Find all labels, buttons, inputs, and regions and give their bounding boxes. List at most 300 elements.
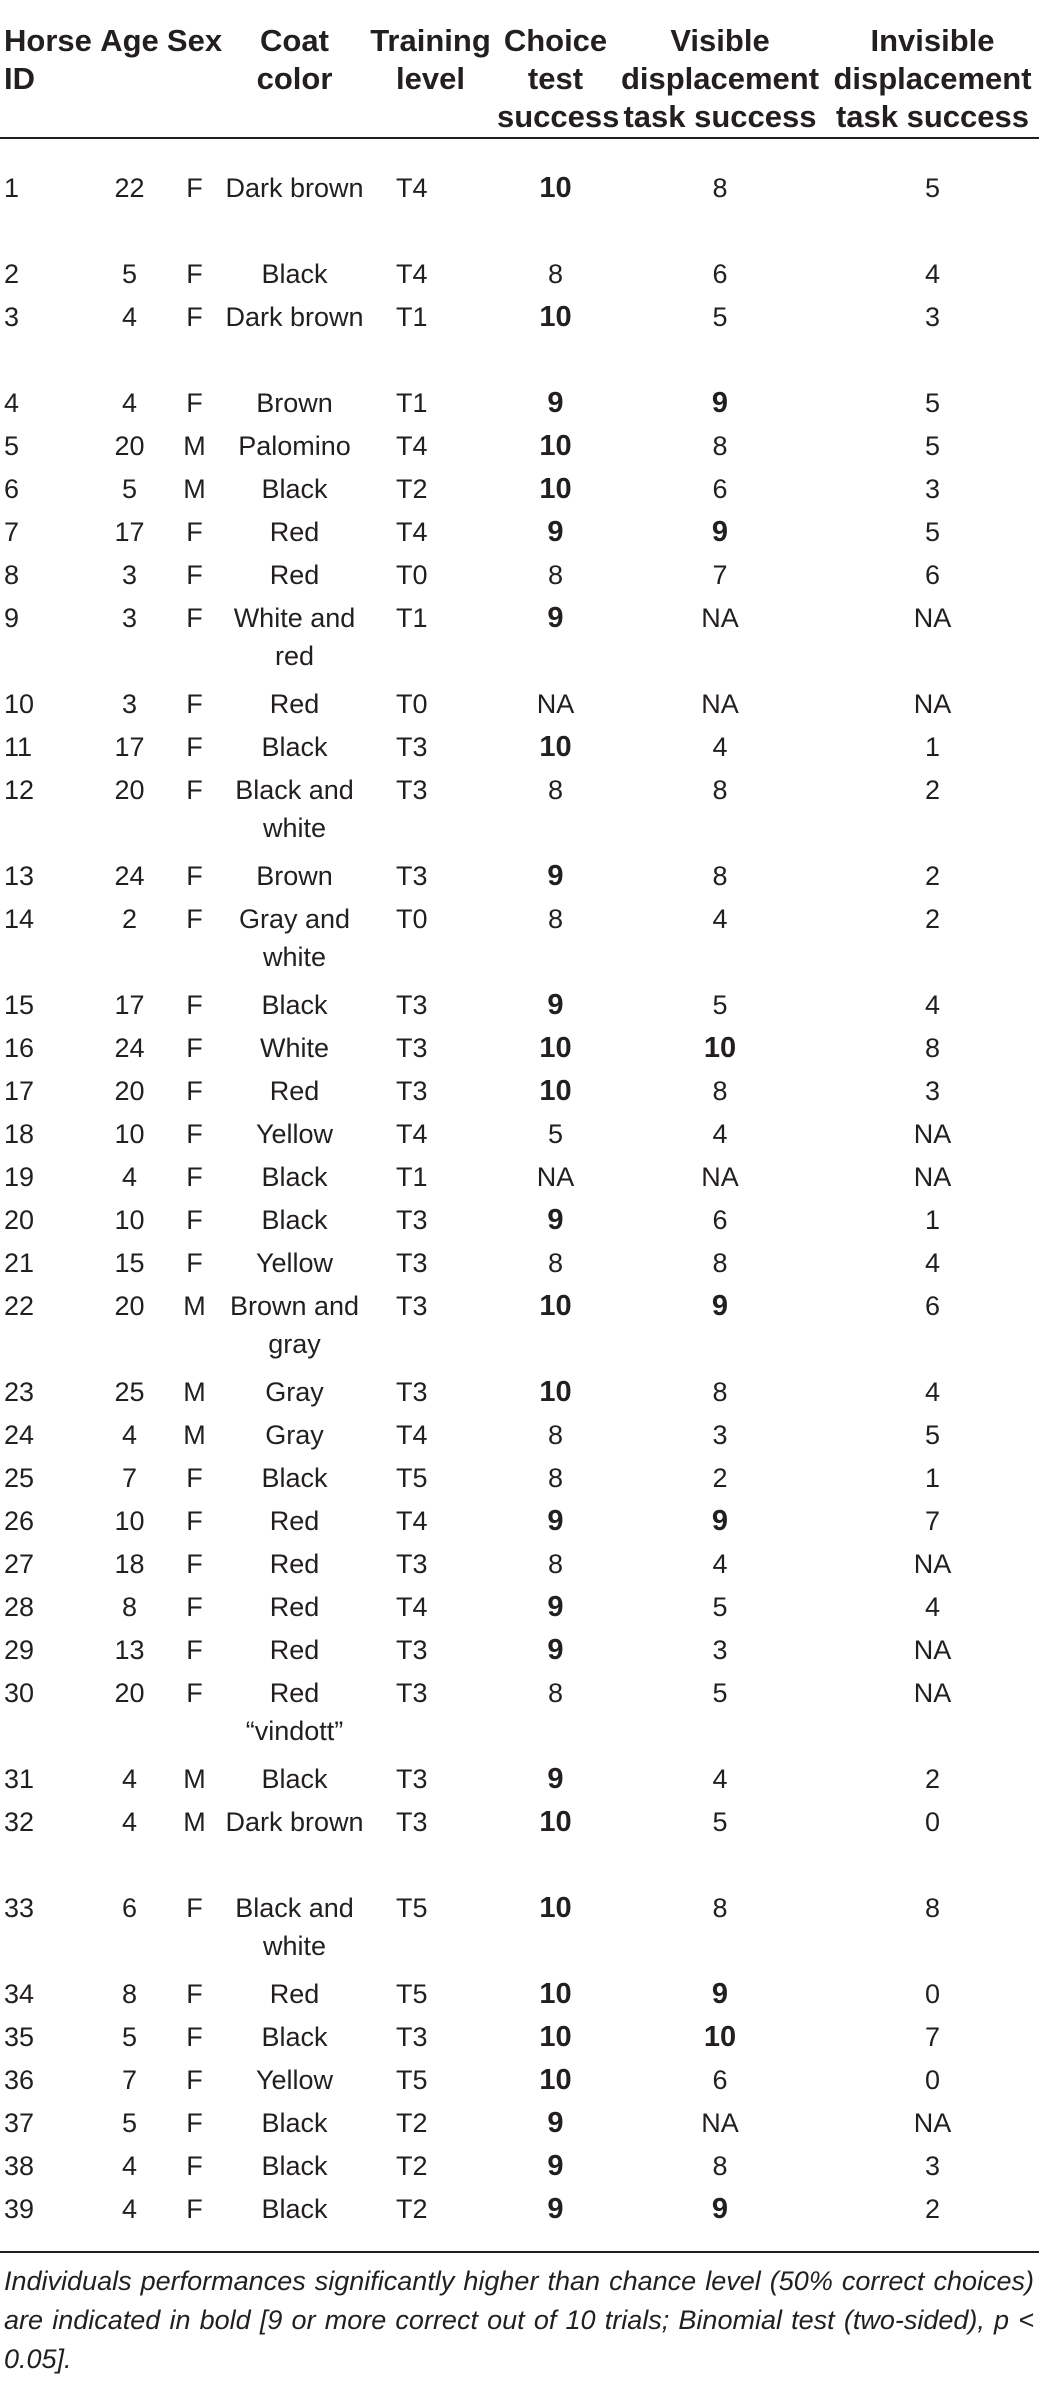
sex-cell: F [186, 1463, 203, 1493]
table-row [0, 1803, 1039, 1889]
horse-id-cell: 8 [4, 560, 20, 590]
coat-color-cell: Gray [265, 1377, 324, 1407]
horse-id-cell: 22 [4, 1291, 35, 1321]
sex-cell: F [186, 732, 203, 762]
sex-cell: F [186, 1592, 203, 1622]
training-level-cell: T4 [396, 1420, 428, 1450]
table-row [0, 513, 1039, 556]
invisible-displacement-cell: 7 [924, 2022, 941, 2052]
choice-test-cell: 8 [547, 775, 564, 805]
table-row [0, 685, 1039, 728]
training-level-cell: T3 [396, 861, 428, 891]
table-row [0, 1244, 1039, 1287]
coat-color-cell: Black [261, 1162, 328, 1192]
coat-color-cell: Black [261, 474, 328, 504]
age-cell: 5 [121, 259, 138, 289]
age-cell: 24 [114, 861, 145, 891]
horse-id-cell: 12 [4, 775, 35, 805]
choice-test-cell: 9 [547, 516, 564, 548]
coat-color-cell: Black [261, 1205, 328, 1235]
coat-color-cell: White and red [233, 603, 356, 671]
visible-displacement-cell: 8 [712, 1248, 728, 1278]
age-cell: 4 [121, 1807, 138, 1837]
training-level-cell: T3 [396, 2022, 428, 2052]
training-level-cell: T1 [396, 1162, 428, 1192]
header-visible-displacement: Visible displacement task success [614, 0, 826, 138]
choice-test-cell: 10 [539, 172, 572, 204]
visible-displacement-cell: 4 [712, 1549, 728, 1579]
age-cell: 4 [121, 1420, 138, 1450]
sex-cell: F [186, 1635, 203, 1665]
coat-color-cell: Red [269, 517, 320, 547]
visible-displacement-cell: 6 [712, 474, 728, 504]
visible-displacement-cell: 4 [712, 1119, 728, 1149]
training-level-cell: T4 [396, 1592, 428, 1622]
sex-cell: F [186, 775, 203, 805]
invisible-displacement-cell: NA [913, 603, 952, 633]
invisible-displacement-cell: 2 [924, 775, 941, 805]
training-level-cell: T3 [396, 732, 428, 762]
table-footnote: Individuals performances significantly higher than chance level (50% correct choices) are indicated in bold [9 or more correct out of 10 trials; Binomial test (two-sided), p < 0.05]. [4, 2266, 1034, 2374]
sex-cell: F [186, 1979, 203, 2009]
table-row [0, 2061, 1039, 2104]
horse-id-cell: 13 [4, 861, 35, 891]
table-bottom-rule [0, 2251, 1039, 2253]
horse-id-cell: 36 [4, 2065, 35, 2095]
choice-test-cell: 10 [539, 731, 572, 763]
visible-displacement-cell: 2 [712, 1463, 728, 1493]
horse-id-cell: 32 [4, 1807, 35, 1837]
training-level-cell: T4 [396, 1506, 428, 1536]
table-row [0, 1115, 1039, 1158]
invisible-displacement-cell: 3 [924, 302, 941, 332]
choice-test-cell: 9 [547, 2193, 564, 2225]
training-level-cell: T3 [396, 775, 428, 805]
coat-color-cell: Gray and white [238, 904, 351, 972]
age-cell: 13 [114, 1635, 145, 1665]
sex-cell: F [186, 1162, 203, 1192]
age-cell: 10 [114, 1119, 145, 1149]
age-cell: 8 [121, 1979, 138, 2009]
table-row [0, 384, 1039, 427]
sex-cell: F [186, 904, 203, 934]
age-cell: 20 [114, 1076, 145, 1106]
sex-cell: F [186, 689, 203, 719]
visible-displacement-cell: 8 [712, 1076, 728, 1106]
choice-test-cell: 9 [547, 2150, 564, 2182]
choice-test-cell: 10 [539, 473, 572, 505]
visible-displacement-cell: 5 [712, 990, 728, 1020]
invisible-displacement-cell: 7 [924, 1506, 941, 1536]
age-cell: 3 [121, 560, 138, 590]
training-level-cell: T4 [396, 517, 428, 547]
choice-test-cell: NA [536, 689, 575, 719]
visible-displacement-cell: 6 [712, 259, 728, 289]
training-level-cell: T2 [396, 2151, 428, 2181]
table-row [0, 857, 1039, 900]
choice-test-cell: NA [536, 1162, 575, 1192]
sex-cell: F [186, 2151, 203, 2181]
training-level-cell: T3 [396, 1291, 428, 1321]
invisible-displacement-cell: 4 [924, 990, 941, 1020]
table-row [0, 1158, 1039, 1201]
horse-id-cell: 26 [4, 1506, 35, 1536]
invisible-displacement-cell: 4 [924, 1248, 941, 1278]
age-cell: 7 [121, 2065, 138, 2095]
choice-test-cell: 10 [539, 430, 572, 462]
training-level-cell: T4 [396, 1119, 428, 1149]
training-level-cell: T3 [396, 1807, 428, 1837]
invisible-displacement-cell: 6 [924, 1291, 941, 1321]
age-cell: 10 [114, 1205, 145, 1235]
sex-cell: M [183, 1420, 206, 1450]
visible-displacement-cell: 4 [712, 904, 728, 934]
training-level-cell: T0 [396, 904, 428, 934]
table-row [0, 1373, 1039, 1416]
coat-color-cell: Black and white [235, 775, 354, 843]
choice-test-cell: 8 [547, 259, 564, 289]
sex-cell: F [186, 259, 203, 289]
sex-cell: F [186, 1893, 203, 1923]
invisible-displacement-cell: 5 [924, 173, 941, 203]
choice-test-cell: 8 [547, 1549, 564, 1579]
horse-id-cell: 14 [4, 904, 35, 934]
training-level-cell: T3 [396, 1033, 428, 1063]
horse-id-cell: 33 [4, 1893, 35, 1923]
training-level-cell: T3 [396, 1635, 428, 1665]
horse-id-cell: 15 [4, 990, 35, 1020]
sex-cell: F [186, 517, 203, 547]
table-row [0, 728, 1039, 771]
training-level-cell: T3 [396, 1678, 428, 1708]
visible-displacement-cell: 10 [703, 2021, 737, 2053]
choice-test-cell: 10 [539, 1806, 572, 1838]
coat-color-cell: Black and white [235, 1893, 354, 1961]
visible-displacement-cell: 9 [711, 516, 729, 548]
sex-cell: F [186, 2194, 203, 2224]
age-cell: 6 [121, 1893, 138, 1923]
age-cell: 15 [114, 1248, 145, 1278]
age-cell: 5 [121, 2022, 138, 2052]
choice-test-cell: 10 [539, 1892, 572, 1924]
age-cell: 20 [114, 1291, 145, 1321]
age-cell: 24 [114, 1033, 145, 1063]
horse-id-cell: 10 [4, 689, 35, 719]
choice-test-cell: 9 [547, 1204, 564, 1236]
training-level-cell: T3 [396, 1764, 428, 1794]
horse-id-cell: 9 [4, 603, 20, 633]
sex-cell: F [186, 2108, 203, 2138]
coat-color-cell: Red [269, 689, 320, 719]
horse-id-cell: 34 [4, 1979, 35, 2009]
coat-color-cell: Red [269, 1979, 320, 2009]
age-cell: 5 [121, 474, 138, 504]
table-row [0, 1588, 1039, 1631]
visible-displacement-cell: 6 [712, 1205, 728, 1235]
visible-displacement-cell: NA [701, 1162, 739, 1192]
age-cell: 4 [121, 388, 138, 418]
invisible-displacement-cell: NA [913, 1549, 952, 1579]
horse-id-cell: 23 [4, 1377, 35, 1407]
visible-displacement-cell: 9 [711, 387, 729, 419]
coat-color-cell: Black [261, 259, 328, 289]
table-row [0, 298, 1039, 384]
coat-color-cell: Red [269, 1549, 320, 1579]
coat-color-cell: Brown [256, 861, 333, 891]
choice-test-cell: 10 [539, 1978, 572, 2010]
training-level-cell: T4 [396, 259, 428, 289]
invisible-displacement-cell: 0 [924, 2065, 941, 2095]
header-sex: Sex [164, 0, 225, 138]
coat-color-cell: White [259, 1033, 330, 1063]
choice-test-cell: 10 [539, 1376, 572, 1408]
horse-id-cell: 35 [4, 2022, 35, 2052]
horse-id-cell: 4 [4, 388, 20, 418]
coat-color-cell: Red [269, 1635, 320, 1665]
invisible-displacement-cell: NA [913, 1635, 952, 1665]
sex-cell: F [186, 990, 203, 1020]
choice-test-cell: 9 [547, 860, 564, 892]
age-cell: 10 [114, 1506, 145, 1536]
training-level-cell: T5 [396, 2065, 428, 2095]
header-coat-color: Coat color [225, 0, 364, 138]
invisible-displacement-cell: NA [913, 689, 952, 719]
invisible-displacement-cell: 1 [924, 732, 941, 762]
choice-test-cell: 10 [539, 2064, 572, 2096]
coat-color-cell: Black [261, 1764, 328, 1794]
training-level-cell: T3 [396, 1549, 428, 1579]
choice-test-cell: 9 [547, 602, 564, 634]
coat-color-cell: Brown and gray [229, 1291, 360, 1359]
training-level-cell: T0 [396, 560, 428, 590]
invisible-displacement-cell: 3 [924, 2151, 941, 2181]
training-level-cell: T4 [396, 173, 428, 203]
sex-cell: F [186, 1248, 203, 1278]
visible-displacement-cell: 9 [711, 1978, 729, 2010]
coat-color-cell: Yellow [255, 1119, 334, 1149]
age-cell: 3 [121, 689, 138, 719]
table-row [0, 470, 1039, 513]
visible-displacement-cell: 9 [711, 1505, 729, 1537]
horse-id-cell: 5 [4, 431, 20, 461]
header-row [0, 0, 1039, 138]
visible-displacement-cell: 3 [712, 1420, 728, 1450]
invisible-displacement-cell: 2 [924, 861, 941, 891]
table-row [0, 599, 1039, 685]
header-choice-test: Choice test success [497, 0, 614, 138]
choice-test-cell: 9 [547, 1591, 564, 1623]
table-row [0, 556, 1039, 599]
choice-test-cell: 10 [539, 1032, 572, 1064]
horse-id-cell: 24 [4, 1420, 35, 1450]
horse-id-cell: 38 [4, 2151, 35, 2181]
sex-cell: F [186, 603, 203, 633]
horse-id-cell: 31 [4, 1764, 35, 1794]
coat-color-cell: Yellow [255, 2065, 334, 2095]
table-row [0, 1975, 1039, 2018]
visible-displacement-cell: NA [701, 689, 739, 719]
sex-cell: F [186, 861, 203, 891]
training-level-cell: T5 [396, 1463, 428, 1493]
horse-id-cell: 6 [4, 474, 20, 504]
training-level-cell: T1 [396, 302, 428, 332]
invisible-displacement-cell: 2 [924, 2194, 941, 2224]
table-row [0, 1287, 1039, 1373]
invisible-displacement-cell: 5 [924, 1420, 941, 1450]
header-invisible-displacement: Invisible displacement task success [826, 0, 1039, 138]
coat-color-cell: Brown [256, 388, 333, 418]
visible-displacement-cell: 5 [712, 302, 728, 332]
choice-test-cell: 8 [547, 1678, 564, 1708]
table-row [0, 1459, 1039, 1502]
table-row [0, 1631, 1039, 1674]
horse-id-cell: 17 [4, 1076, 35, 1106]
coat-color-cell: Black [261, 2108, 328, 2138]
coat-color-cell: Black [261, 2151, 328, 2181]
visible-displacement-cell: 9 [711, 1290, 729, 1322]
horse-id-cell: 37 [4, 2108, 35, 2138]
sex-cell: M [183, 1291, 206, 1321]
coat-color-cell: Black [261, 2022, 328, 2052]
choice-test-cell: 9 [547, 2107, 564, 2139]
choice-test-cell: 5 [547, 1119, 564, 1149]
table-row [0, 986, 1039, 1029]
visible-displacement-cell: 8 [712, 775, 728, 805]
coat-color-cell: Gray [265, 1420, 324, 1450]
visible-displacement-cell: 8 [712, 173, 728, 203]
coat-color-cell: Red “vindott” [245, 1678, 344, 1746]
invisible-displacement-cell: 0 [924, 1979, 941, 2009]
sex-cell: F [186, 1506, 203, 1536]
choice-test-cell: 9 [547, 1634, 564, 1666]
invisible-displacement-cell: 2 [924, 1764, 941, 1794]
table-row [0, 1760, 1039, 1803]
invisible-displacement-cell: NA [913, 1678, 952, 1708]
coat-color-cell: Red [269, 1592, 320, 1622]
visible-displacement-cell: 4 [712, 732, 728, 762]
sex-cell: F [186, 2022, 203, 2052]
sex-cell: M [183, 1377, 206, 1407]
visible-displacement-cell: 4 [712, 1764, 728, 1794]
age-cell: 22 [114, 173, 145, 203]
visible-displacement-cell: 8 [712, 2151, 728, 2181]
visible-displacement-cell: 7 [712, 560, 728, 590]
sex-cell: F [186, 1076, 203, 1106]
table-row [0, 427, 1039, 470]
horse-id-cell: 30 [4, 1678, 35, 1708]
age-cell: 25 [114, 1377, 145, 1407]
invisible-displacement-cell: NA [913, 1119, 952, 1149]
invisible-displacement-cell: 1 [924, 1463, 941, 1493]
sex-cell: M [183, 1764, 206, 1794]
horse-id-cell: 16 [4, 1033, 35, 1063]
invisible-displacement-cell: 4 [924, 1592, 941, 1622]
age-cell: 4 [121, 302, 138, 332]
age-cell: 4 [121, 2151, 138, 2181]
sex-cell: M [183, 431, 206, 461]
horse-id-cell: 25 [4, 1463, 35, 1493]
training-level-cell: T3 [396, 990, 428, 1020]
horse-id-cell: 7 [4, 517, 20, 547]
table-row [0, 1502, 1039, 1545]
table-row [0, 1201, 1039, 1244]
training-level-cell: T5 [396, 1979, 428, 2009]
table-row [0, 1416, 1039, 1459]
sex-cell: F [186, 2065, 203, 2095]
age-cell: 17 [114, 517, 145, 547]
choice-test-cell: 8 [547, 1463, 564, 1493]
visible-displacement-cell: 10 [703, 1032, 737, 1064]
horse-id-cell: 20 [4, 1205, 35, 1235]
training-level-cell: T2 [396, 2194, 428, 2224]
coat-color-cell: Dark brown [225, 173, 364, 203]
age-cell: 4 [121, 2194, 138, 2224]
training-level-cell: T3 [396, 1205, 428, 1235]
age-cell: 8 [121, 1592, 138, 1622]
age-cell: 4 [121, 1162, 138, 1192]
age-cell: 5 [121, 2108, 138, 2138]
choice-test-cell: 8 [547, 1420, 564, 1450]
training-level-cell: T4 [396, 431, 428, 461]
age-cell: 3 [121, 603, 138, 633]
visible-displacement-cell: NA [701, 603, 739, 633]
invisible-displacement-cell: 8 [924, 1033, 941, 1063]
choice-test-cell: 10 [539, 1075, 572, 1107]
table-row [0, 1889, 1039, 1975]
invisible-displacement-cell: NA [913, 1162, 952, 1192]
choice-test-cell: 8 [547, 1248, 564, 1278]
visible-displacement-cell: 3 [712, 1635, 728, 1665]
table-row [0, 771, 1039, 857]
training-level-cell: T3 [396, 1076, 428, 1106]
header-training-level: Training level [364, 0, 497, 138]
horse-id-cell: 18 [4, 1119, 35, 1149]
sex-cell: F [186, 388, 203, 418]
horse-id-cell: 21 [4, 1248, 35, 1278]
sex-cell: F [186, 173, 203, 203]
invisible-displacement-cell: 4 [924, 259, 941, 289]
table-row [0, 2190, 1039, 2233]
sex-cell: F [186, 1678, 203, 1708]
horse-id-cell: 29 [4, 1635, 35, 1665]
training-level-cell: T2 [396, 2108, 428, 2138]
age-cell: 7 [121, 1463, 138, 1493]
visible-displacement-cell: 8 [712, 431, 728, 461]
horse-id-cell: 11 [4, 732, 33, 762]
coat-color-cell: Yellow [255, 1248, 334, 1278]
sex-cell: F [186, 1033, 203, 1063]
choice-test-cell: 9 [547, 989, 564, 1021]
horse-id-cell: 3 [4, 302, 20, 332]
table-row [0, 2018, 1039, 2061]
table-row [0, 2147, 1039, 2190]
horse-id-cell: 1 [4, 173, 20, 203]
choice-test-cell: 9 [547, 1505, 564, 1537]
table-row [0, 1674, 1039, 1760]
visible-displacement-cell: 5 [712, 1807, 728, 1837]
coat-color-cell: Palomino [238, 431, 351, 461]
coat-color-cell: Dark brown [225, 302, 364, 332]
training-level-cell: T1 [396, 603, 428, 633]
sex-cell: M [183, 474, 206, 504]
visible-displacement-cell: 5 [712, 1592, 728, 1622]
coat-color-cell: Red [269, 1506, 320, 1536]
table-row [0, 2104, 1039, 2147]
visible-displacement-cell: 5 [712, 1678, 728, 1708]
age-cell: 20 [114, 775, 145, 805]
choice-test-cell: 10 [539, 2021, 572, 2053]
choice-test-cell: 9 [547, 387, 564, 419]
